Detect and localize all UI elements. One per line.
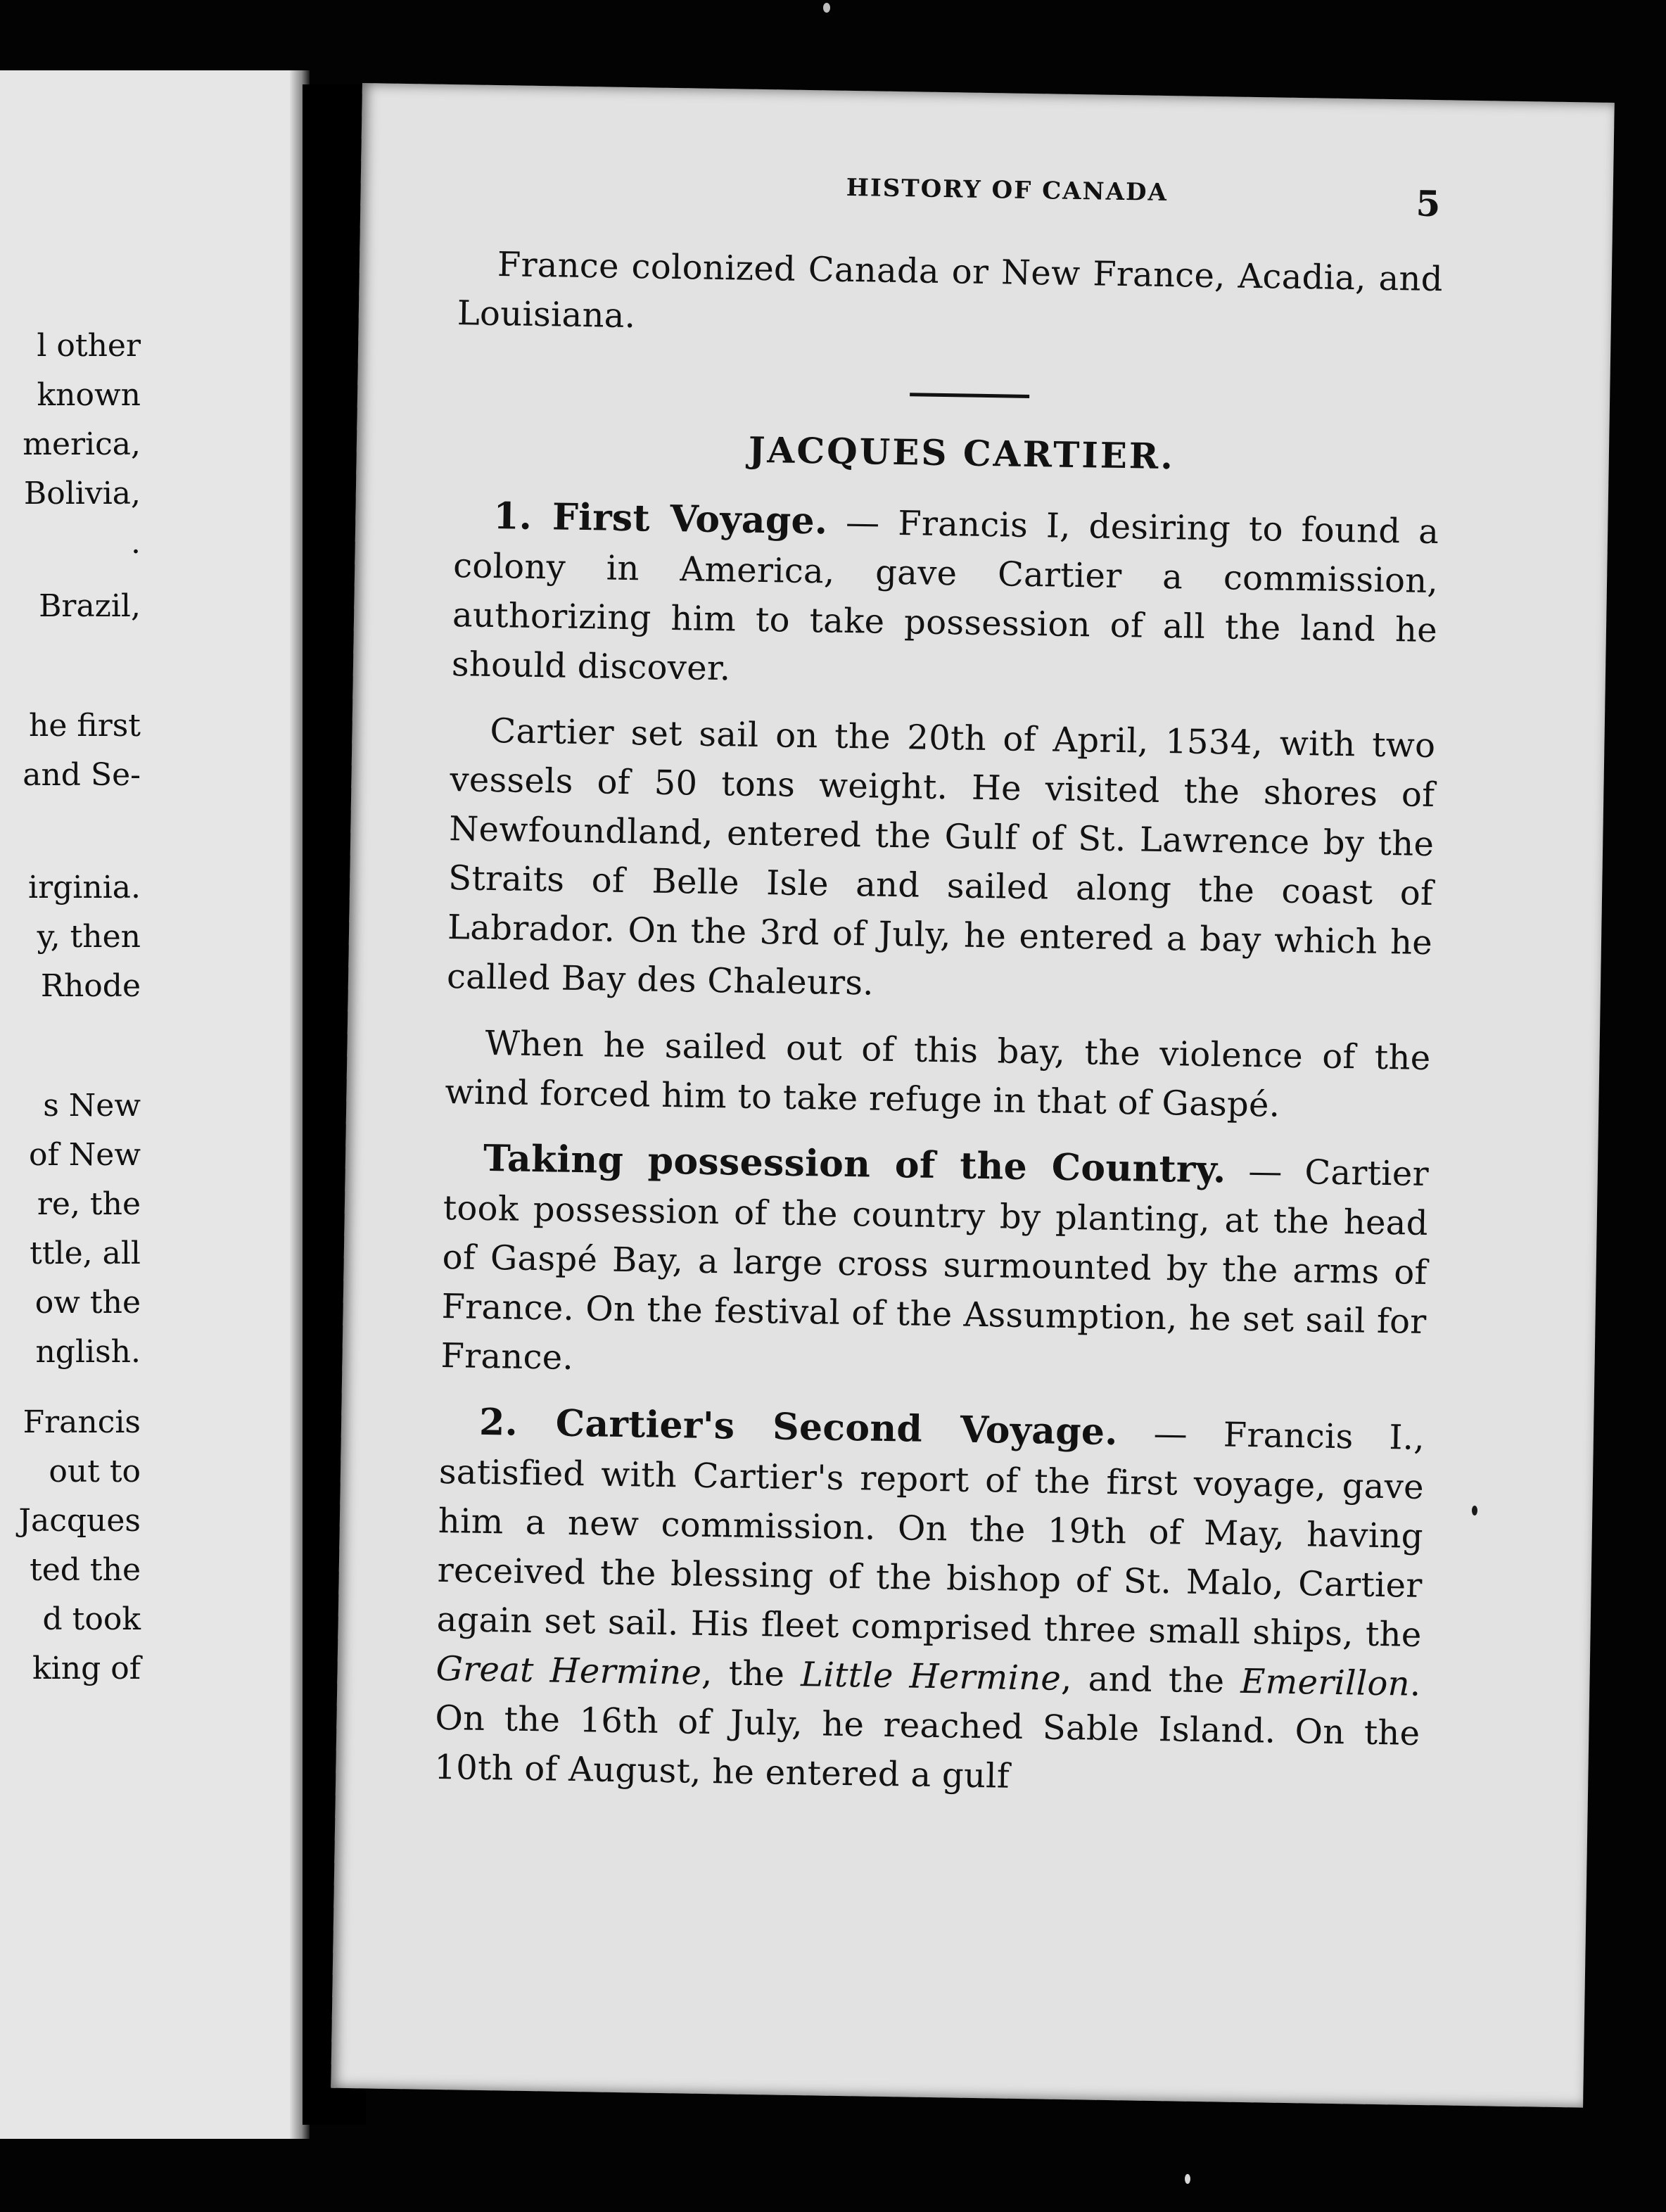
intro-paragraph: France colonized Canada or New France, Acadia, and Louisiana.	[457, 245, 1444, 336]
left-page-line: re, the	[37, 1186, 141, 1222]
paragraph-body: — Cartier took possession of the country by planting, at the head of Gaspé Bay, a large cross surmounted by the arms of France. On the festival of the Assumption, he set sail for France.	[440, 1151, 1430, 1378]
left-page-line: y, then	[37, 919, 141, 955]
section-title: JACQUES CARTIER.	[748, 428, 1176, 478]
scan-speck	[823, 3, 830, 13]
paragraph-body: Cartier set sail on the 20th of April, 1534, with two vessels of 50 tons weight. He visited the shores of Newfoundland, entered the Gulf of St. Lawrence by the Straits of Belle Isle and sailed along the coast of Labrador. On the 3rd of July, he entered a bay which he called Bay des Chaleurs.	[446, 711, 1436, 1003]
left-page-line: Bolivia,	[23, 476, 141, 511]
left-page-line: king of	[32, 1651, 141, 1686]
paragraph-body: — Francis I., satisfied with Cartier's report of the first voyage, gave him a new commission. On the 19th of May, having received the blessing of the bishop of St. Malo, Cartier again set sail. His fleet comprised three small ships, the	[436, 1413, 1425, 1655]
running-head	[846, 173, 1666, 207]
left-page-fragment	[0, 70, 310, 2139]
text-separator: , the	[701, 1653, 801, 1695]
left-page-line: known	[37, 377, 141, 413]
paragraph-taking-possession	[440, 1133, 1429, 1396]
paragraph-lead: 1. First Voyage.	[492, 495, 828, 543]
left-page-line: merica,	[23, 426, 141, 462]
left-page-line: of New	[29, 1137, 141, 1173]
left-page-line: and Se-	[23, 757, 141, 793]
paragraph-first-voyage	[451, 491, 1439, 704]
scan-speck	[1185, 2174, 1190, 2184]
left-page-line: ted the	[30, 1552, 141, 1588]
paragraph-body: — Francis I, desiring to found a colony in America, gave Cartier a commission, authorizing him to take possession of all the land he should discover.	[451, 502, 1439, 689]
left-page-line: Jacques	[18, 1503, 141, 1539]
scan-speck	[1472, 1506, 1477, 1515]
paragraph-body: . On the 16th of July, he reached Sable Island. On the 10th of August, he entered a gulf	[433, 1664, 1421, 1796]
left-page-line: irginia.	[28, 870, 141, 905]
left-page-line: ow the	[34, 1285, 141, 1321]
left-page-line: Brazil,	[39, 588, 141, 624]
paragraph-second-voyage	[434, 1397, 1425, 1807]
left-page-line: s New	[43, 1088, 141, 1124]
section-divider	[910, 393, 1029, 398]
ship-name: Emerillon	[1240, 1661, 1411, 1704]
paragraph-body: When he sailed out of this bay, the violence of the wind forced him to take refuge in that of Gaspé.	[445, 1023, 1431, 1125]
paragraph-lead: Taking possession of the Country.	[483, 1136, 1227, 1192]
left-page-line: out to	[49, 1454, 141, 1489]
paragraph-gaspe	[445, 1018, 1431, 1132]
left-page-line: l other	[37, 328, 141, 364]
paragraph-set-sail	[447, 706, 1436, 1017]
right-page	[331, 83, 1615, 2108]
left-page-line: .	[131, 525, 141, 561]
running-head-title: HISTORY OF CANADA	[846, 173, 1169, 207]
ship-name: Little Hermine	[800, 1655, 1062, 1698]
left-page-line: he first	[28, 708, 141, 744]
ship-name: Great Hermine	[435, 1648, 702, 1693]
paragraph-lead: 2. Cartier's Second Voyage.	[478, 1400, 1119, 1454]
left-page-line: Rhode	[40, 968, 141, 1004]
page-body	[433, 239, 1443, 1824]
page-number: 5	[1416, 182, 1441, 225]
left-page-line: d took	[42, 1601, 141, 1637]
left-page-line: ttle, all	[30, 1235, 141, 1271]
left-page-line: Francis	[23, 1404, 141, 1440]
text-separator: , and the	[1060, 1658, 1241, 1701]
left-page-line: nglish.	[35, 1334, 141, 1370]
